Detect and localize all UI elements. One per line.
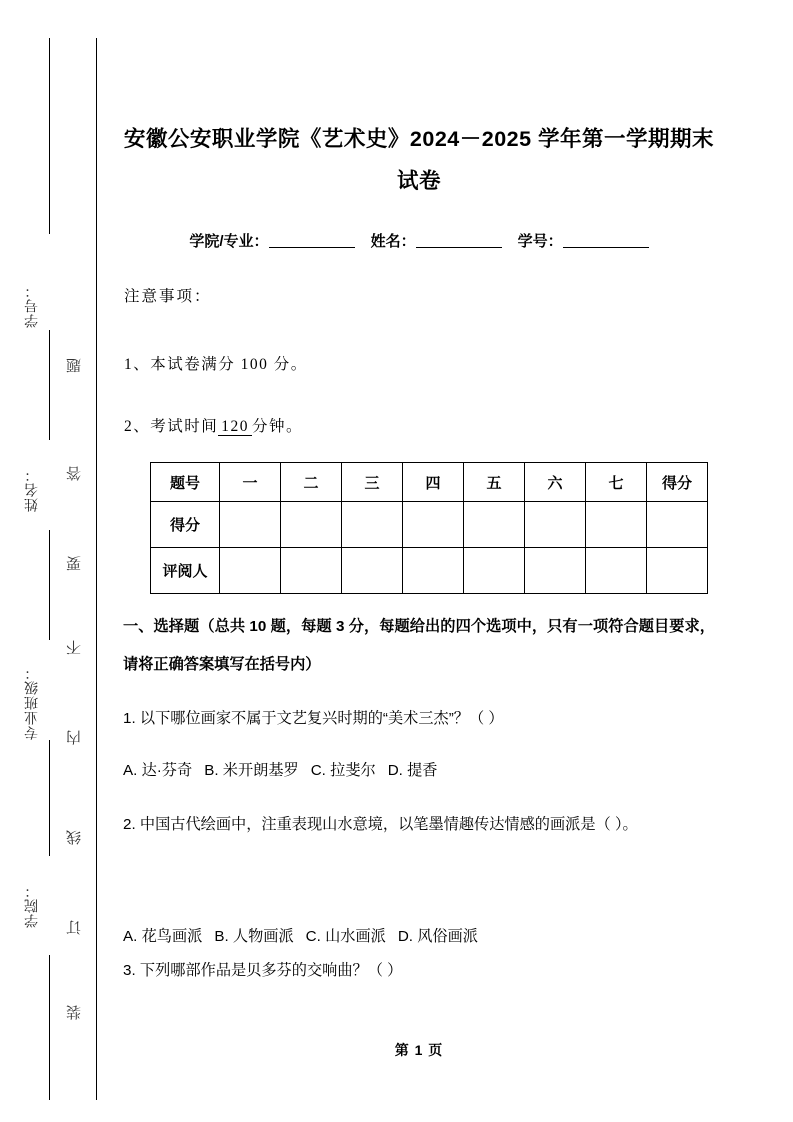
question-1-option-b[interactable]: B. 米开朗基罗 [204, 762, 299, 779]
seal-char-da: 答 [67, 466, 83, 481]
seal-label-class: 专业班级： [25, 665, 40, 740]
seal-char-xian: 线 [67, 830, 83, 845]
question-1-options [123, 752, 715, 790]
notes-item-2-suffix: 分钟。 [252, 418, 304, 435]
seal-char-bu: 不 [67, 640, 83, 655]
name-input[interactable] [416, 232, 502, 248]
score-table-rowhead-score: 得分 [151, 502, 220, 548]
page-title: 安徽公安职业学院《艺术史》2024－2025 学年第一学期期末试卷 [123, 127, 715, 193]
score-cell[interactable] [647, 502, 708, 548]
score-table-col-5: 五 [464, 463, 525, 502]
question-1-text: 以下哪位画家不属于文艺复兴时期的“美术三杰”？（ ） [139, 710, 504, 727]
seal-label-college: 学院： [25, 883, 40, 928]
question-1-number: 1. [123, 710, 136, 727]
question-2-option-d[interactable]: D. 风俗画派 [397, 928, 478, 945]
section-heading-choice: 一、选择题（总共 10 题，每题 3 分，每题给出的四个选项中，只有一项符合题目要求，请将正确答案填写在括号内） [123, 618, 715, 673]
notes-item-2 [124, 414, 303, 436]
seal-label-name: 姓名： [25, 467, 40, 512]
seal-outer-segment [49, 38, 50, 234]
score-table-col-6: 六 [525, 463, 586, 502]
student-id-label: 学号： [517, 233, 563, 250]
table-row-score [151, 502, 708, 548]
question-3-number: 3. [123, 962, 136, 979]
seal-char-ti: 题 [67, 358, 83, 373]
score-table-col-1: 一 [220, 463, 281, 502]
college-major-label: 学院/专业： [189, 233, 269, 250]
question-2-number: 2. [123, 816, 136, 833]
score-cell[interactable] [525, 502, 586, 548]
seal-vertical-rule [96, 38, 97, 1100]
reviewer-cell[interactable] [342, 548, 403, 594]
question-3-stem [123, 952, 715, 990]
reviewer-cell[interactable] [525, 548, 586, 594]
exam-content [123, 0, 723, 1122]
question-1-stem [123, 700, 715, 738]
question-2-option-c[interactable]: C. 山水画派 [305, 928, 386, 945]
seal-outer-segment [49, 530, 50, 640]
reviewer-cell[interactable] [281, 548, 342, 594]
reviewer-cell[interactable] [220, 548, 281, 594]
score-cell[interactable] [342, 502, 403, 548]
notes-item-1: 1、本试卷满分 100 分。 [124, 356, 308, 373]
college-major-input[interactable] [269, 232, 355, 248]
reviewer-cell[interactable] [647, 548, 708, 594]
question-2-text: 中国古代绘画中，注重表现山水意境，以笔墨情趣传达情感的画派是（ ）。 [139, 816, 638, 833]
question-2-option-a[interactable]: A. 花鸟画派 [123, 928, 203, 945]
score-table-col-4: 四 [403, 463, 464, 502]
score-table-col-3: 三 [342, 463, 403, 502]
seal-outer-segment [49, 740, 50, 856]
name-label: 姓名： [370, 233, 416, 250]
question-1-option-a[interactable]: A. 达·芬奇 [123, 762, 193, 779]
score-table-col-total: 得分 [647, 463, 708, 502]
score-table-col-2: 二 [281, 463, 342, 502]
score-cell[interactable] [464, 502, 525, 548]
seal-label-student-id: 学号： [25, 283, 40, 328]
seal-outer-segment [49, 955, 50, 1100]
notes-heading: 注意事项： [124, 288, 212, 305]
score-cell[interactable] [586, 502, 647, 548]
score-cell[interactable] [220, 502, 281, 548]
reviewer-cell[interactable] [586, 548, 647, 594]
question-2-options [123, 918, 715, 956]
score-table-rowhead-number: 题号 [151, 463, 220, 502]
score-cell[interactable] [281, 502, 342, 548]
score-table-col-7: 七 [586, 463, 647, 502]
page-footer: 第 1 页 [394, 1042, 444, 1058]
seal-char-ding: 订 [67, 920, 83, 935]
sealing-line-column [0, 0, 110, 1122]
question-2-option-b[interactable]: B. 人物画派 [214, 928, 294, 945]
student-info-line [123, 230, 715, 251]
seal-outer-segment [49, 330, 50, 440]
student-id-input[interactable] [563, 232, 649, 248]
table-row-reviewer [151, 548, 708, 594]
question-3-text: 下列哪部作品是贝多芬的交响曲？（ ） [139, 962, 403, 979]
seal-char-nei: 内 [67, 730, 83, 745]
notes-item-2-prefix: 2、考试时间 [124, 418, 219, 435]
table-row-header [151, 463, 708, 502]
seal-char-yao: 要 [67, 556, 83, 571]
reviewer-cell[interactable] [403, 548, 464, 594]
score-table-rowhead-reviewer: 评阅人 [151, 548, 220, 594]
question-2-stem [123, 806, 715, 844]
reviewer-cell[interactable] [464, 548, 525, 594]
exam-duration-value: 120 [218, 418, 252, 436]
seal-char-zhuang: 装 [67, 1005, 83, 1020]
question-1-option-d[interactable]: D. 提香 [387, 762, 438, 779]
score-cell[interactable] [403, 502, 464, 548]
score-table [150, 462, 708, 594]
question-1-option-c[interactable]: C. 拉斐尔 [310, 762, 376, 779]
